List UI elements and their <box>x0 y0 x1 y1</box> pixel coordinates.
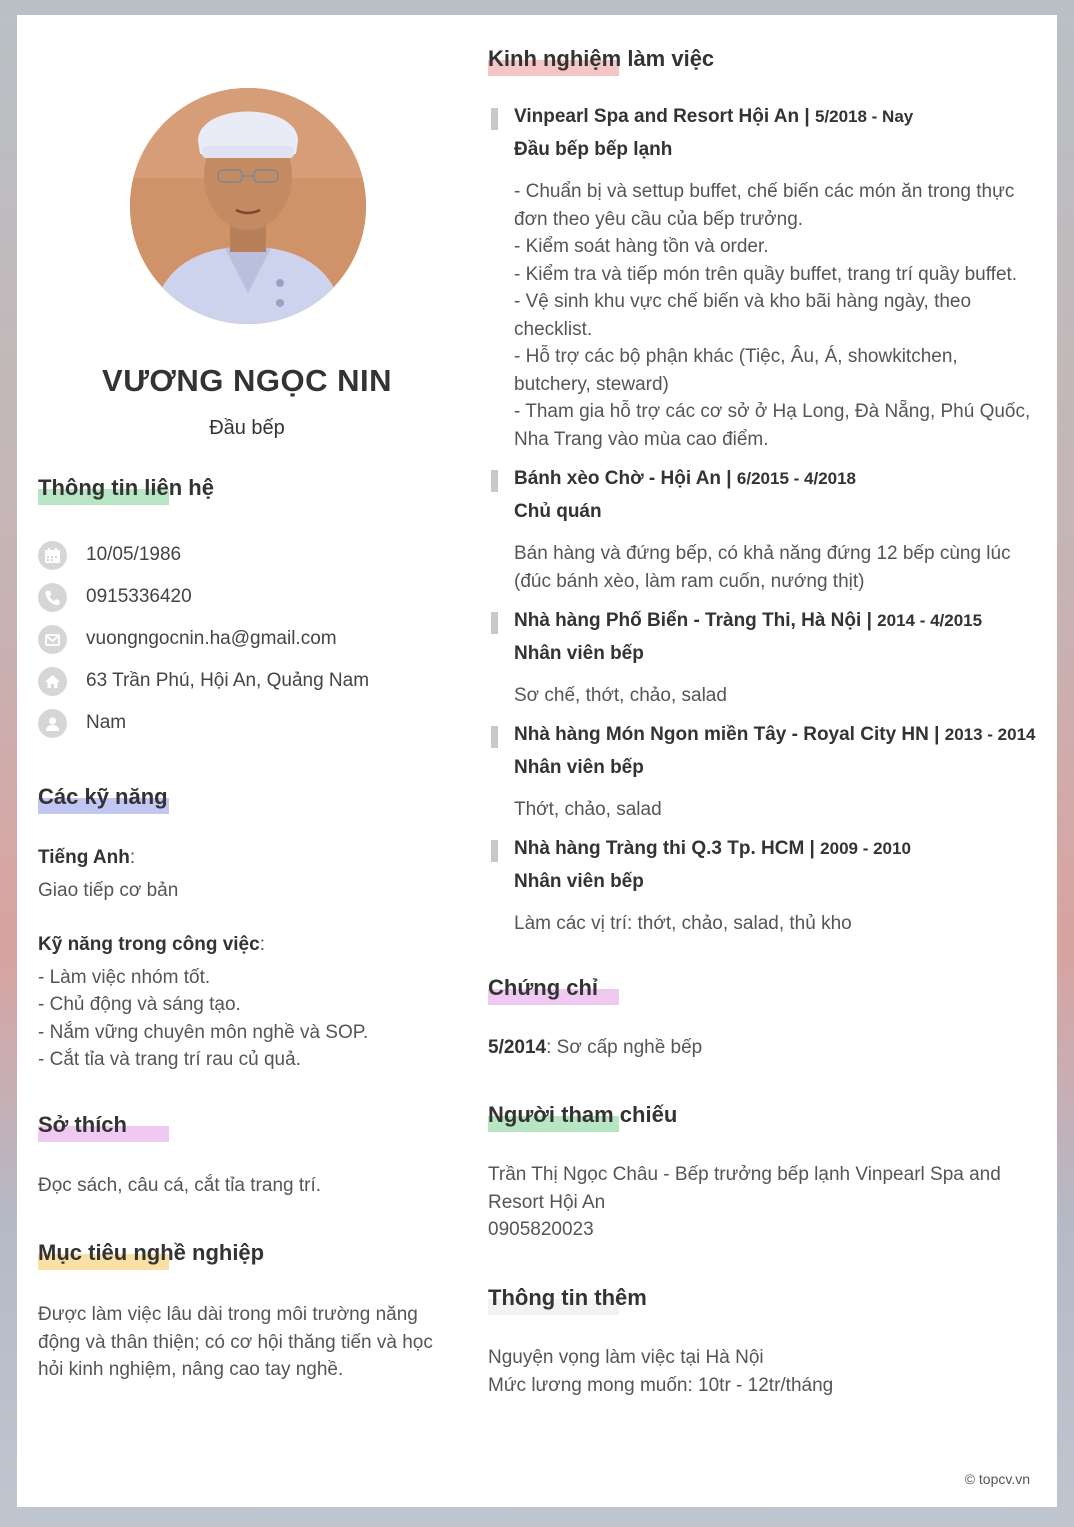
contact-address-row <box>38 666 369 696</box>
profile-photo <box>130 88 366 324</box>
section-title-text: Chứng chỉ <box>488 975 599 1000</box>
section-title-goal <box>38 1240 264 1266</box>
phone-icon <box>38 583 67 612</box>
job-dates: 5/2018 - Nay <box>814 107 914 126</box>
job-position: Nhân viên bếp <box>514 871 644 892</box>
job-position: Đầu bếp bếp lạnh <box>514 139 673 160</box>
skill-work: Kỹ năng trong công việc: - Làm việc nhóm tốt. - Chủ động và sáng tạo. - Nắm vững chuyên môn nghề và SOP. - Cắt tỉa và trang trí rau củ quả. <box>38 931 438 1074</box>
section-title-text: Các kỹ năng <box>38 784 168 809</box>
job-description <box>514 796 1034 824</box>
section-title-references <box>488 1102 677 1128</box>
birthday-text: 10/05/1986 <box>86 544 182 565</box>
copyright-text[interactable]: © topcv.vn <box>964 1471 1030 1487</box>
job-marker <box>491 470 498 492</box>
email-text[interactable]: vuongngocnin.ha@gmail.com <box>86 628 337 649</box>
email-icon <box>38 625 67 654</box>
extra-line: Nguyện vọng làm việc tại Hà Nội <box>488 1347 764 1368</box>
job-company: Vinpearl Spa and Resort Hội An <box>514 106 800 127</box>
job-marker <box>491 726 498 748</box>
gender-text: Nam <box>86 712 127 733</box>
list-item: - Hỗ trợ các bộ phận khác (Tiệc, Âu, Á, showkitchen, butchery, steward) <box>514 346 958 395</box>
section-title-text: Sở thích <box>38 1112 127 1137</box>
user-icon <box>38 709 67 738</box>
list-item: Sơ chế, thớt, chảo, salad <box>514 685 727 706</box>
section-title-text: Kinh nghiệm làm việc <box>488 46 715 71</box>
job-heading: Nhà hàng Phố Biển - Tràng Thi, Hà Nội | 2014 - 4/2015 <box>514 610 983 631</box>
skill-english-label: Tiếng Anh <box>38 847 130 868</box>
skill-english: Tiếng Anh: Giao tiếp cơ bản <box>38 844 438 904</box>
job-company: Nhà hàng Phố Biển - Tràng Thi, Hà Nội <box>514 610 862 631</box>
job-position: Chủ quán <box>514 501 602 522</box>
right-column <box>488 15 1048 1507</box>
section-title-text: Mục tiêu nghề nghiệp <box>38 1240 265 1265</box>
job-description <box>514 682 1034 710</box>
calendar-icon <box>38 541 67 570</box>
hobbies-text: Đọc sách, câu cá, cắt tỉa trang trí. <box>38 1175 322 1196</box>
list-item: - Chuẩn bị và settup buffet, chế biến các món ăn trong thực đơn theo yêu cầu của bếp trưởng. <box>514 181 1015 230</box>
contact-birthday-row <box>38 540 181 570</box>
job-heading: Vinpearl Spa and Resort Hội An | 5/2018 - Nay <box>514 106 914 127</box>
contact-email-row <box>38 624 337 654</box>
section-title-certificates <box>488 975 598 1001</box>
job-description <box>514 910 1034 938</box>
reference-text: Trần Thị Ngọc Châu - Bếp trưởng bếp lạnh Vinpearl Spa and Resort Hội An <box>488 1164 1001 1213</box>
section-title-hobbies <box>38 1112 127 1138</box>
list-item: - Vệ sinh khu vực chế biến và kho bãi hàng ngày, theo checklist. <box>514 291 972 340</box>
skill-work-list <box>38 964 438 1074</box>
skill-work-label: Kỹ năng trong công việc <box>38 934 260 955</box>
job-description <box>514 540 1034 595</box>
certificate-text: : Sơ cấp nghề bếp <box>546 1037 703 1058</box>
job-marker <box>491 840 498 862</box>
certificate-item <box>488 1034 1028 1062</box>
certificate-date: 5/2014 <box>488 1037 547 1058</box>
goal-text: Được làm việc lâu dài trong môi trường năng động và thân thiện; có cơ hội thăng tiến và học hỏi kinh nghiệm, nâng cao tay nghề. <box>38 1304 433 1380</box>
job-title: Đầu bếp <box>209 417 285 439</box>
job-dates: 2009 - 2010 <box>820 839 911 858</box>
job-dates: 2013 - 2014 <box>944 725 1036 744</box>
section-title-text: Người tham chiếu <box>488 1102 678 1127</box>
job-company: Nhà hàng Tràng thi Q.3 Tp. HCM <box>514 838 805 859</box>
extra-info <box>488 1344 1018 1399</box>
list-item: Làm các vị trí: thớt, chảo, salad, thủ kho <box>514 913 852 934</box>
resume-page <box>17 15 1057 1507</box>
list-item: - Kiểm soát hàng tồn và order. <box>514 236 769 257</box>
full-name: VƯƠNG NGỌC NIN <box>102 363 392 398</box>
skill-english-value: Giao tiếp cơ bản <box>38 879 179 901</box>
list-item: Thớt, chảo, salad <box>514 799 662 820</box>
job-dates: 6/2015 - 4/2018 <box>736 469 857 488</box>
job-position: Nhân viên bếp <box>514 643 644 664</box>
list-item: - Làm việc nhóm tốt. <box>38 966 211 988</box>
job-heading: Nhà hàng Tràng thi Q.3 Tp. HCM | 2009 - 2010 <box>514 838 911 859</box>
extra-line: Mức lương mong muốn: 10tr - 12tr/tháng <box>488 1374 834 1396</box>
job-position: Nhân viên bếp <box>514 757 644 778</box>
list-item: - Kiểm tra và tiếp món trên quầy buffet, trang trí quầy buffet. <box>514 263 1018 285</box>
profile-photo-illustration <box>130 88 366 324</box>
job-dates: 2014 - 4/2015 <box>877 611 983 630</box>
job-marker <box>491 108 498 130</box>
section-title-extra <box>488 1285 647 1311</box>
job-description <box>514 178 1034 453</box>
job-heading: Nhà hàng Món Ngon miền Tây - Royal City HN | 2013 - 2014 <box>514 724 1036 745</box>
job-marker <box>491 612 498 634</box>
section-title-text: Thông tin thêm <box>488 1285 647 1310</box>
list-item: - Chủ động và sáng tạo. <box>38 994 241 1015</box>
list-item: - Tham gia hỗ trợ các cơ sở ở Hạ Long, Đà Nẵng, Phú Quốc, Nha Trang vào mùa cao điểm. <box>514 401 1031 450</box>
section-title-experience <box>488 46 714 72</box>
reference-phone: 0905820023 <box>488 1219 594 1240</box>
left-column <box>17 15 462 1507</box>
reference-item <box>488 1161 1018 1244</box>
list-item: - Nắm vững chuyên môn nghề và SOP. <box>38 1021 369 1043</box>
address-text: 63 Trần Phú, Hội An, Quảng Nam <box>86 670 370 691</box>
job-heading: Bánh xèo Chờ - Hội An | 6/2015 - 4/2018 <box>514 468 857 489</box>
contact-gender-row <box>38 708 126 738</box>
job-company: Nhà hàng Món Ngon miền Tây - Royal City HN <box>514 724 929 745</box>
list-item: - Cắt tỉa và trang trí rau củ quả. <box>38 1049 301 1070</box>
list-item: Bán hàng và đứng bếp, có khả năng đứng 12 bếp cùng lúc (đúc bánh xèo, làm ram cuốn, nướng thịt) <box>514 543 1011 592</box>
phone-text: 0915336420 <box>86 586 192 607</box>
job-company: Bánh xèo Chờ - Hội An <box>514 468 722 489</box>
contact-phone-row <box>38 582 192 612</box>
section-title-contact <box>38 475 214 501</box>
section-title-text: Thông tin liên hệ <box>38 475 214 500</box>
section-title-skills <box>38 784 168 810</box>
home-icon <box>38 667 67 696</box>
